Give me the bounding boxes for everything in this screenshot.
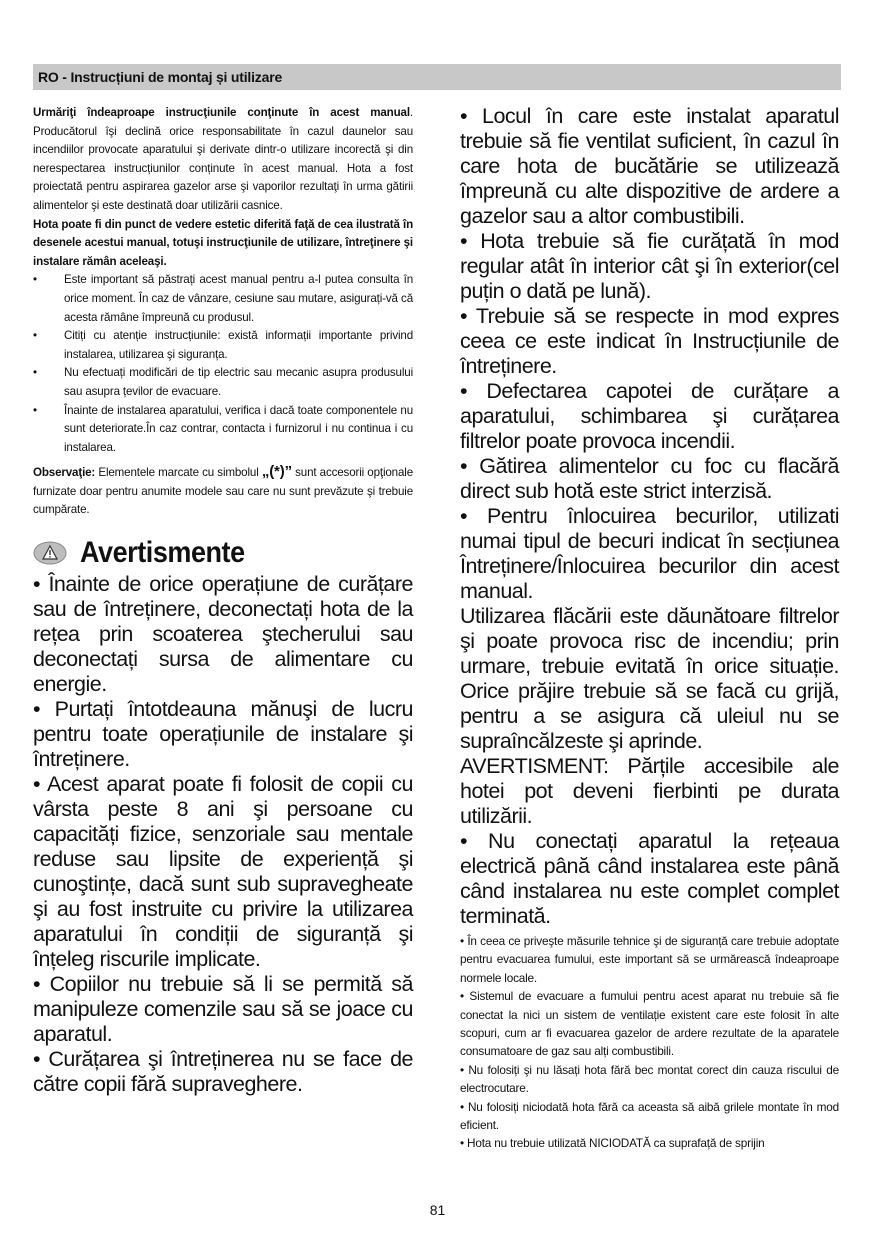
safety-paragraph: • Sistemul de evacuare a fumului pentru acest aparat nu trebuie să fie conectat la nici un sistem de ventilație existent care este folosit în alte scopuri, cum ar fi evacuarea gazelor de ardere rezultate de la aparatele consumatoare de gaz sau alți combustibili. [460,989,839,1059]
warnings-title: Avertismente [80,536,245,570]
intro-paragraph [33,104,413,216]
safety-paragraph: • Nu folosiți şi nu lăsați hota fără bec montat corect din cauza riscului de electrocutare. [460,1062,839,1096]
section-title: RO - Instrucțiuni de montaj și utilizare [38,69,283,85]
observation-label: Observaţie: [33,466,96,480]
page-number: 81 [429,1202,446,1218]
optional-symbol: „(*)” [261,463,292,481]
right-column [460,104,839,1153]
warning-paragraph: • Acest aparat poate fi folosit de copii cu vârsta peste 8 ani şi persoane cu capacități fizice, senzoriale sau mentale reduse sau lipsite de experiență şi cunoştințe, dacă sunt sub supravegheate şi au fost instruite cu privire la utilizarea aparatului în condiții de siguranță şi înțeleg riscurile implicate. [33,772,413,972]
warning-paragraph: • Purtați întotdeauna mănuşi de lucru pentru toate operațiunile de instalare şi întreținere. [33,697,413,772]
section-header-bar [33,64,841,90]
intro-text: . Producătorul îşi declină orice responsabilitate în cazul daunelor sau incendiilor provocate aparatului şi derivate dintr-o utilizare incorectă şi din nerespectarea instrucțiunilor conținute în acest manual. Hota a fost proiectată pentru aspirarea gazelor arse şi vaporilor rezultaţi în urma gătirii alimentelor şi este destinată doar utilizării casnice. [33,106,413,212]
list-item-text: Citiți cu atenție instrucțiunile: există informații importante privind instalarea, utilizarea şi siguranța. [64,329,413,361]
left-column [33,104,413,1097]
warning-paragraph: • Gătirea alimentelor cu foc cu flacără direct sub hotă este strict interzisă. [460,454,839,503]
list-item [33,327,413,364]
list-item-text: Nu efectuați modificări de tip electric sau mecanic asupra produsului sau asupra țevilor de evacuare. [64,366,413,398]
design-note-paragraph [33,216,413,272]
intro-bold-text: Urmăriţi îndeaproape instrucţiunile conţinute în acest manual [33,106,410,119]
warning-paragraph: • Înainte de orice operațiune de curățare sau de întreținere, deconectați hota de la rețea prin scoaterea ştecherului sau deconectați sursa de alimentare cu energie. [33,572,413,697]
instructions-bullet-list [33,271,413,457]
warning-paragraph: • Pentru înlocuirea becurilor, utilizati numai tipul de becuri indicat în secțiunea Întreținere/Înlocuirea becurilor din acest manual. [460,504,839,603]
warning-paragraph: AVERTISMENT: Părțile accesibile ale hotei pot deveni fierbinti pe durata utilizării. [460,754,839,828]
list-item-text: Înainte de instalarea aparatului, verifica i dacă toate componentele nu sunt deteriorate.În caz contrar, contacta i furnizorul i nu continua i cu instalarea. [64,403,413,454]
observation-text-pre: Elementele marcate cu simbolul [95,466,262,480]
safety-paragraph: • În ceea ce priveşte măsurile tehnice şi de siguranță care trebuie adoptate pentru evacuarea fumului, este important să se urmărească îndeaproape normele locale. [460,934,839,985]
warning-paragraph: • Trebuie să se respecte in mod expres ceea ce este indicat în Instrucțiunile de întreținere. [460,304,839,378]
list-item-text: Este important să păstrați acest manual pentru a-l putea consulta în orice moment. În caz de vânzare, cesiune sau mutare, asigurați-vă că acesta rămâne împreună cu produsul. [64,273,413,324]
bullet-marker: • [33,329,37,343]
bullet-marker: • [33,273,37,287]
warnings-heading [33,534,413,572]
design-note-text: Hota poate fi din punct de vedere estetic diferită faţă de cea ilustrată în desenele acestui manual, totuşi instrucţiunile de utilizare, întreţinere şi instalare rămân aceleaşi. [33,217,413,268]
warning-paragraph: Utilizarea flăcării este dăunătoare filtrelor şi poate provoca risc de incendiu; prin urmare, trebuie evitată în orice situație. Orice prăjire trebuie să se facă cu grijă, pentru a se asigura că uleiul nu se supraîncălzeste şi aprinde. [460,604,839,753]
list-item [33,271,413,327]
observation-paragraph [33,463,413,520]
warning-paragraph: • Curățarea şi întreținerea nu se face de către copii fără supraveghere. [33,1047,413,1097]
warning-paragraph: • Defectarea capotei de curățare a aparatului, schimbarea şi curățarea filtrelor poate provoca incendii. [460,379,839,453]
bullet-marker: • [33,403,37,417]
observation-text-post: sunt accesorii opţionale furnizate doar pentru anumite modele sau care nu sunt prevăzute şi trebuie cumpărate. [33,466,413,517]
warning-icon [33,541,67,565]
list-item [33,402,413,458]
warning-paragraph: • Copiilor nu trebuie să li se permită să manipuleze comenzile sau să se joace cu aparatul. [33,972,413,1047]
warning-paragraph: • Locul în care este instalat aparatul trebuie să fie ventilat suficient, în cazul în care hota de bucătărie se utilizează împreună cu alte dispozitive de ardere a gazelor sau a altor combustibili. [460,104,839,228]
warning-paragraph: • Hota trebuie să fie curățată în mod regular atât în interior cât şi în exterior(cel puțin o dată pe lună). [460,229,839,303]
list-item [33,364,413,401]
warning-paragraph: • Nu conectați aparatul la rețeaua electrică până când instalarea este până când instalarea nu este complet complet terminată. [460,829,839,928]
safety-paragraph: • Nu folosiți niciodată hota fără ca aceasta să aibă grilele montate în mod eficient. [460,1099,839,1133]
safety-paragraph: • Hota nu trebuie utilizată NICIODATĂ ca suprafață de sprijin [460,1136,765,1151]
bullet-marker: • [33,366,37,380]
